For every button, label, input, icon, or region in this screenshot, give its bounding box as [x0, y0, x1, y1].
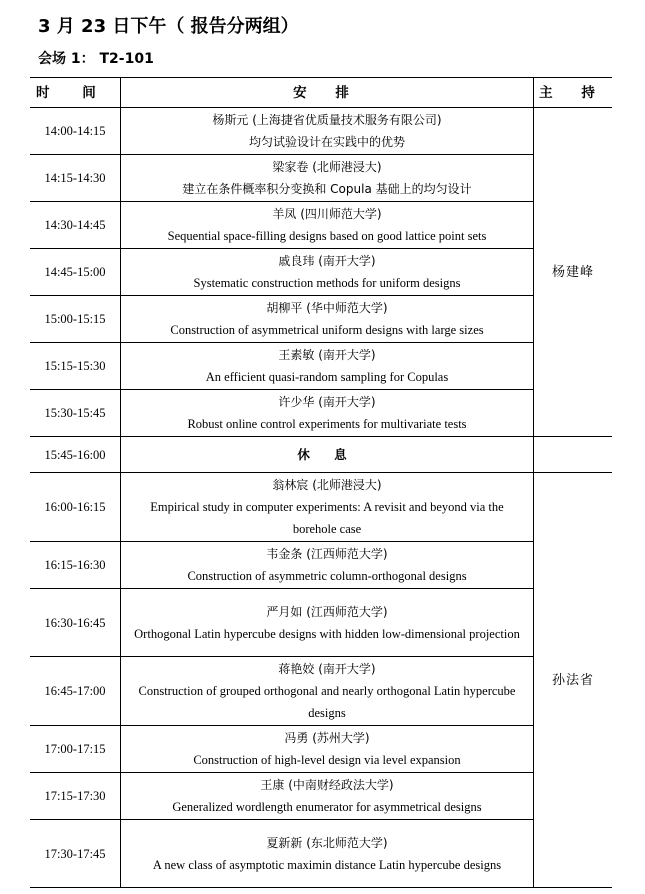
talk-title: Construction of high-level design via level expansion [193, 753, 461, 767]
column-header-host: 主 持 [534, 78, 613, 108]
time-cell: 16:45-17:00 [30, 657, 121, 726]
table-row [30, 390, 612, 437]
table-row [30, 202, 612, 249]
talk-title: Construction of asymmetric column-orthogonal designs [187, 569, 467, 583]
speaker: 羊凤 (四川师范大学) [272, 207, 382, 221]
arrangement-cell [121, 773, 534, 820]
time-cell: 16:15-16:30 [30, 542, 121, 589]
speaker: 翁林宸 (北师港浸大) [272, 478, 382, 492]
time-cell: 15:00-15:15 [30, 296, 121, 343]
arrangement-cell [121, 108, 534, 155]
time-cell: 14:45-15:00 [30, 249, 121, 296]
talk-title: An efficient quasi-random sampling for Copulas [205, 370, 449, 384]
talk-title: Construction of grouped orthogonal and nearly orthogonal Latin hypercube designs [138, 684, 516, 720]
talk-title: 建立在条件概率积分变换和 Copula 基础上的均匀设计 [182, 182, 472, 196]
arrangement-cell [121, 726, 534, 773]
table-row [30, 343, 612, 390]
table-row [30, 589, 612, 657]
speaker: 戚良玮 (南开大学) [278, 254, 376, 268]
break-cell [121, 437, 534, 473]
talk-title: Construction of asymmetrical uniform designs with large sizes [170, 323, 484, 337]
time-cell: 17:30-17:45 [30, 820, 121, 888]
host-cell [534, 473, 613, 888]
time-cell: 14:30-14:45 [30, 202, 121, 249]
table-row [30, 473, 612, 542]
time-cell: 14:15-14:30 [30, 155, 121, 202]
speaker: 冯勇 (苏州大学) [284, 731, 370, 745]
speaker: 胡柳平 (华中师范大学) [266, 301, 388, 315]
table-row [30, 726, 612, 773]
table-row [30, 108, 612, 155]
talk-title: Sequential space-filling designs based on good lattice point sets [167, 229, 487, 243]
time-cell: 14:00-14:15 [30, 108, 121, 155]
table-row [30, 773, 612, 820]
break-label: 休 息 [297, 446, 357, 462]
table-row [30, 249, 612, 296]
time-cell: 15:15-15:30 [30, 343, 121, 390]
host-name: 孙法省 [551, 672, 594, 688]
host-cell [534, 108, 613, 437]
speaker: 许少华 (南开大学) [278, 395, 376, 409]
arrangement-cell [121, 473, 534, 542]
time-cell: 17:00-17:15 [30, 726, 121, 773]
break-row [30, 437, 612, 473]
host-name: 杨建峰 [551, 264, 594, 280]
table-row [30, 155, 612, 202]
talk-title: Systematic construction methods for uniform designs [193, 276, 461, 290]
time-cell: 16:30-16:45 [30, 589, 121, 657]
arrangement-cell [121, 202, 534, 249]
speaker: 蒋艳姣 (南开大学) [278, 662, 376, 676]
time-cell: 17:15-17:30 [30, 773, 121, 820]
page-title: 3 月 23 日下午（ 报告分两组） [38, 16, 299, 37]
arrangement-cell [121, 249, 534, 296]
arrangement-cell [121, 542, 534, 589]
table-row [30, 820, 612, 888]
time-cell: 16:00-16:15 [30, 473, 121, 542]
column-header-arrangement: 安 排 [121, 78, 534, 108]
arrangement-cell [121, 390, 534, 437]
arrangement-cell [121, 155, 534, 202]
talk-title: Empirical study in computer experiments: A revisit and beyond via the borehole case [150, 500, 504, 536]
speaker: 梁家卷 (北师港浸大) [272, 160, 382, 174]
speaker: 韦金条 (江西师范大学) [266, 547, 388, 561]
speaker: 杨斯元 (上海捷省优质量技术服务有限公司) [212, 113, 442, 127]
arrangement-cell [121, 589, 534, 657]
time-cell: 15:30-15:45 [30, 390, 121, 437]
speaker: 王素敏 (南开大学) [278, 348, 376, 362]
column-header-time: 时 间 [30, 78, 121, 108]
talk-title: 均匀试验设计在实践中的优势 [248, 135, 405, 149]
talk-title: Robust online control experiments for multivariate tests [187, 417, 467, 431]
arrangement-cell [121, 820, 534, 888]
venue-label: 会场 1： T2-101 [38, 51, 154, 67]
talk-title: Generalized wordlength enumerator for asymmetrical designs [172, 800, 482, 814]
talk-title: Orthogonal Latin hypercube designs with hidden low-dimensional projection [134, 626, 520, 641]
break-time: 15:45-16:00 [30, 437, 121, 473]
talk-title: A new class of asymptotic maximin distance Latin hypercube designs [152, 857, 502, 872]
speaker: 夏新新 (东北师范大学) [266, 835, 388, 850]
schedule-table [30, 77, 612, 888]
break-host-cell [534, 437, 613, 473]
arrangement-cell [121, 657, 534, 726]
table-row [30, 542, 612, 589]
table-header-row [30, 78, 612, 108]
table-row [30, 296, 612, 343]
table-row [30, 657, 612, 726]
arrangement-cell [121, 296, 534, 343]
arrangement-cell [121, 343, 534, 390]
speaker: 严月如 (江西师范大学) [266, 604, 388, 619]
speaker: 王康 (中南财经政法大学) [260, 778, 394, 792]
